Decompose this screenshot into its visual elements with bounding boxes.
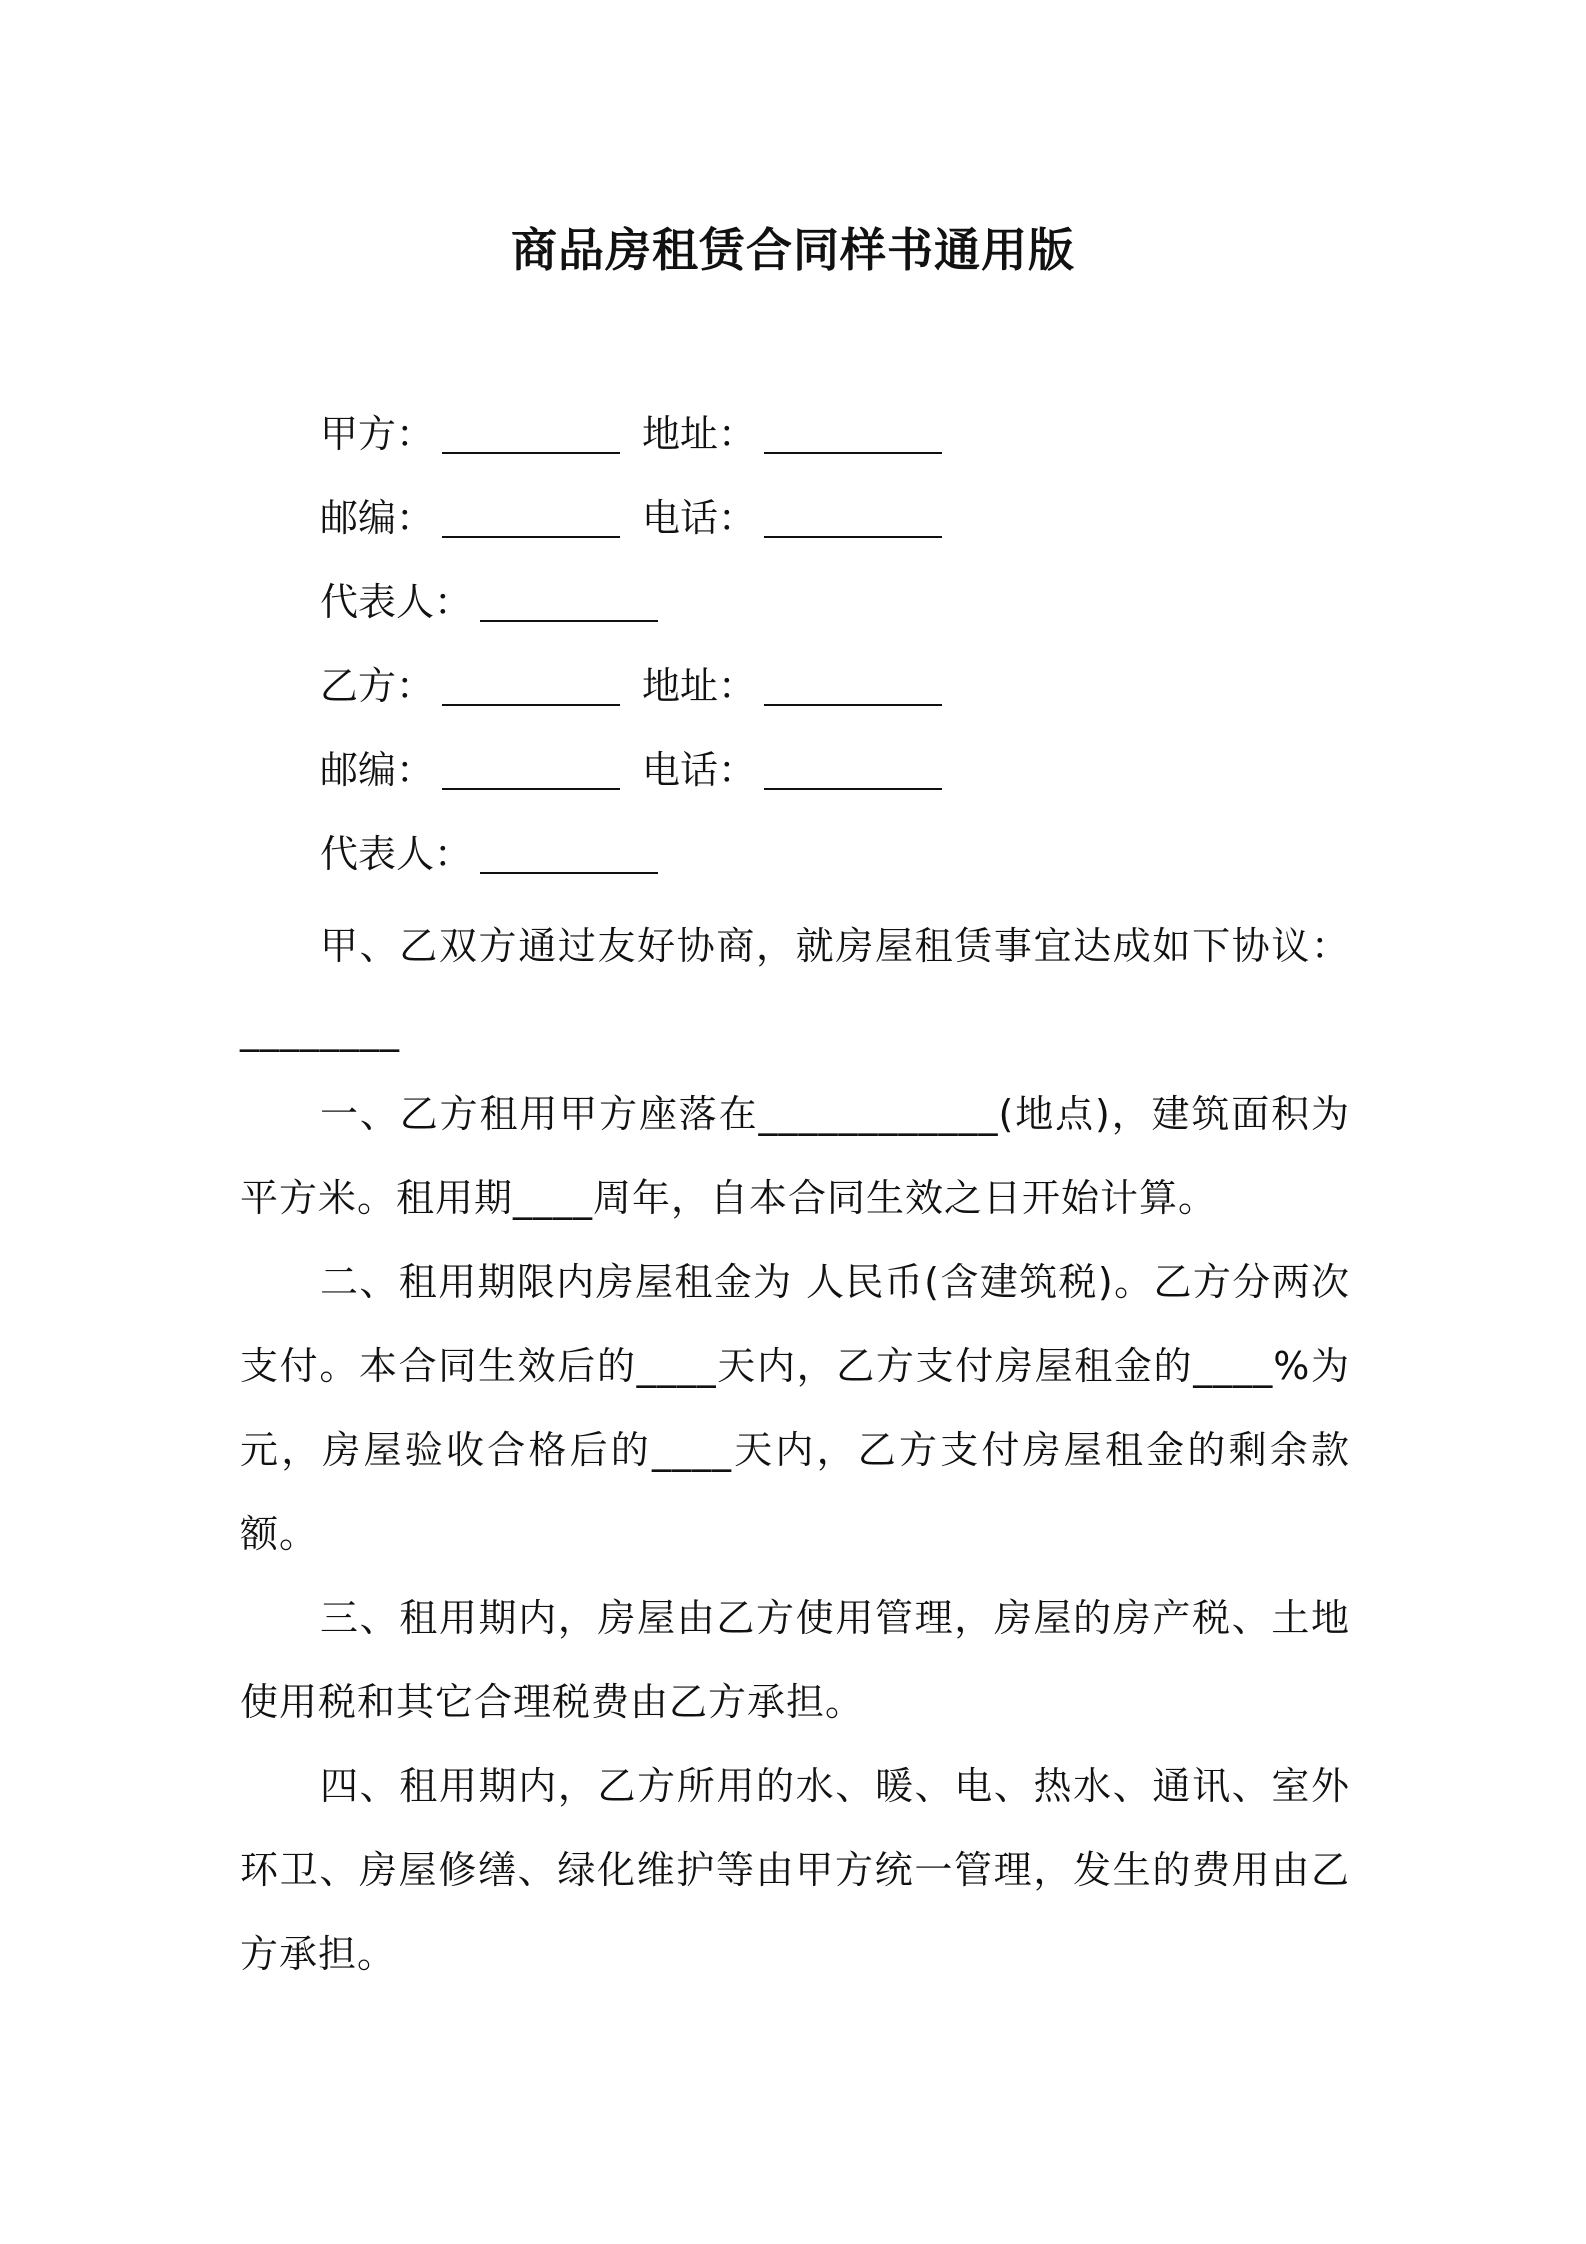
party-b-address-blank	[764, 700, 942, 706]
party-a-zip-phone-row	[320, 486, 942, 550]
party-a-zip-label: 邮编：	[320, 496, 435, 540]
party-b-zip-blank	[442, 784, 620, 790]
party-b-label: 乙方：	[320, 664, 435, 708]
party-a-phone-blank	[764, 532, 942, 538]
party-b-representative-field	[320, 822, 658, 886]
party-a-blank	[442, 448, 620, 454]
party-a-phone-field	[642, 486, 942, 550]
party-a-zip-field	[320, 486, 620, 550]
party-a-representative-blank	[480, 616, 658, 622]
party-b-zip-phone-row	[320, 738, 942, 802]
party-a-name-address-row	[320, 402, 942, 466]
party-a-name-field	[320, 402, 620, 466]
clause-four: 四、租用期内，乙方所用的水、暖、电、热水、通讯、室外环卫、房屋修缮、绿化维护等由甲方统一管理，发生的费用由乙方承担。	[240, 1764, 1350, 1976]
party-b-blank	[442, 700, 620, 706]
party-b-zip-field	[320, 738, 620, 802]
party-b-address-field	[642, 654, 942, 718]
party-a-representative-label: 代表人：	[320, 580, 473, 624]
party-b-address-label: 地址：	[642, 664, 757, 708]
party-b-representative-blank	[480, 868, 658, 874]
party-b-name-address-row	[320, 654, 942, 718]
party-a-address-field	[642, 402, 942, 466]
party-a-representative-row	[320, 570, 658, 634]
party-a-representative-field	[320, 570, 658, 634]
clause-three: 三、租用期内，房屋由乙方使用管理，房屋的房产税、土地使用税和其它合理税费由乙方承担。	[240, 1596, 1350, 1724]
party-a-address-label: 地址：	[642, 412, 757, 456]
clause-one: 一、乙方租用甲方座落在____________(地点)，建筑面积为 平方米。租用期____周年，自本合同生效之日开始计算。	[240, 1092, 1350, 1220]
party-a-zip-blank	[442, 532, 620, 538]
party-b-phone-field	[642, 738, 942, 802]
party-b-name-field	[320, 654, 620, 718]
party-a-address-blank	[764, 448, 942, 454]
agreement-intro-paragraph: 甲、乙双方通过友好协商，就房屋租赁事宜达成如下协议：________	[240, 924, 1350, 1052]
document-title: 商品房租赁合同样书通用版	[511, 223, 1075, 277]
clause-two: 二、租用期限内房屋租金为 人民币(含建筑税)。乙方分两次支付。本合同生效后的____天内，乙方支付房屋租金的____%为 元，房屋验收合格后的____天内，乙方支付房屋租金的剩余款额。	[240, 1260, 1350, 1556]
party-b-zip-label: 邮编：	[320, 748, 435, 792]
party-a-phone-label: 电话：	[642, 496, 757, 540]
party-b-phone-label: 电话：	[642, 748, 757, 792]
party-b-phone-blank	[764, 784, 942, 790]
party-b-representative-label: 代表人：	[320, 832, 473, 876]
party-b-representative-row	[320, 822, 658, 886]
party-a-label: 甲方：	[320, 412, 435, 456]
